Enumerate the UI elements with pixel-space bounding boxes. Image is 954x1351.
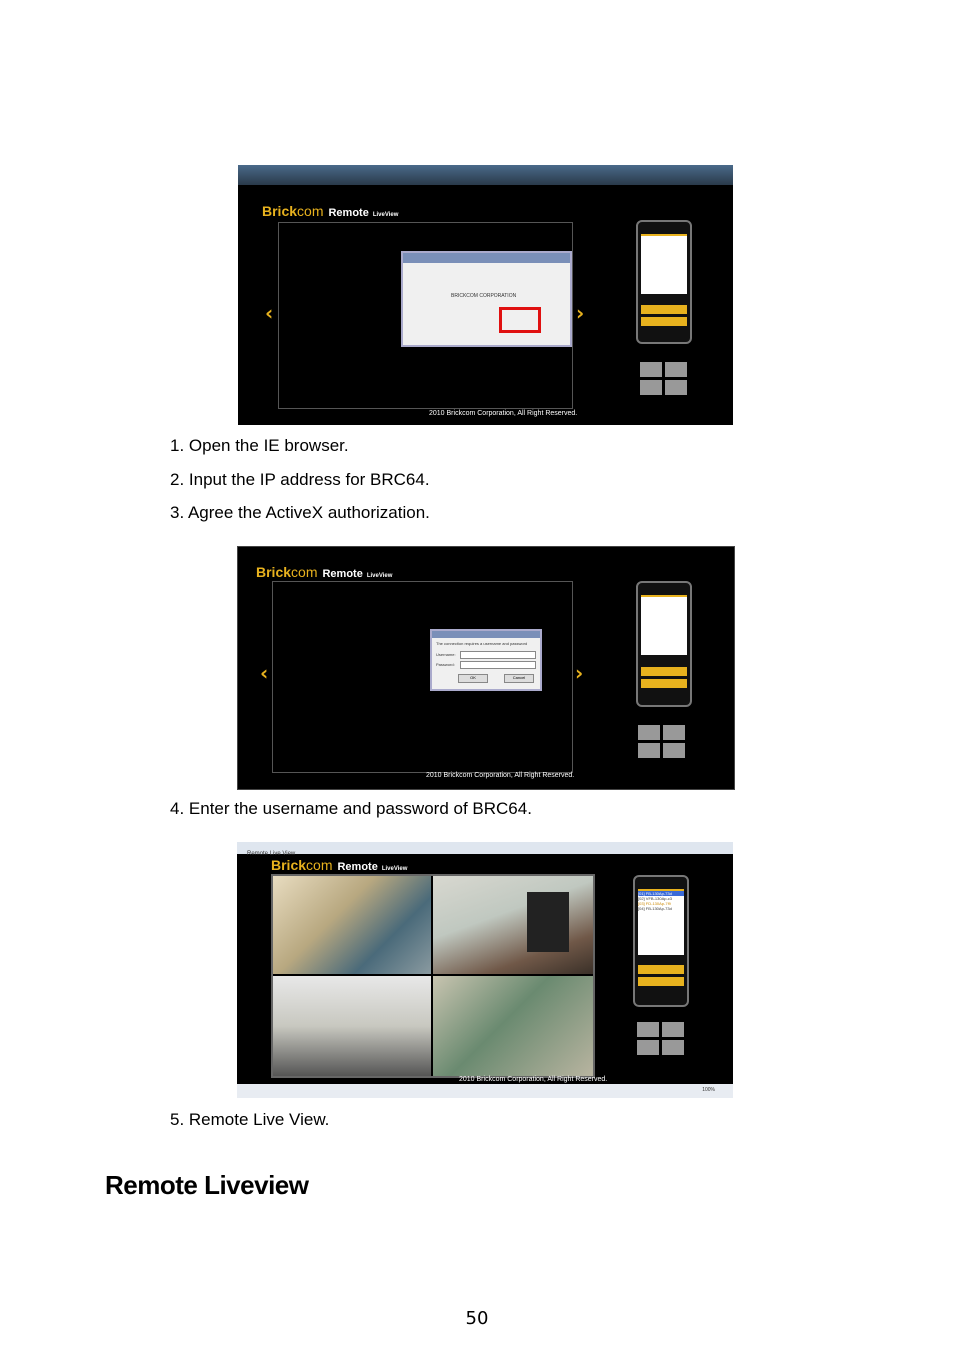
phone-panel	[633, 875, 689, 1007]
step-3: 3. Agree the ActiveX authorization.	[170, 503, 430, 522]
login-message: The connection requires a username and password	[436, 641, 528, 646]
device-list: [01] FB-130Ap-73d [02] VFB-130Ap-c3 [03] FD-130Ap-7f9 [04] FB-130Ap-73d	[638, 889, 684, 955]
phone-panel	[636, 581, 692, 707]
password-label: Password:	[436, 662, 455, 667]
step-5: 5. Remote Live View.	[170, 1110, 330, 1129]
camera-view-3[interactable]	[273, 976, 431, 1076]
section-heading: Remote Liveview	[105, 1170, 309, 1200]
screenshot-liveview	[237, 842, 733, 1098]
right-arrow-icon[interactable]: ›	[575, 661, 584, 685]
username-input[interactable]	[460, 651, 536, 659]
screenshot-activex	[238, 165, 733, 425]
brickcom-logo: Brickcom Remote LiveView	[262, 203, 399, 219]
camera-grid	[271, 874, 595, 1078]
left-arrow-icon[interactable]: ‹	[265, 301, 274, 325]
right-arrow-icon[interactable]: ›	[576, 301, 585, 325]
copyright: 2010 Brickcom Corporation, All Right Reserved.	[429, 410, 578, 417]
copyright: 2010 Brickcom Corporation, All Right Reserved.	[459, 1076, 608, 1083]
brickcom-logo: Brickcom Remote LiveView	[256, 564, 393, 580]
page-number: 50	[465, 1308, 489, 1329]
brickcom-logo: Brickcom Remote LiveView	[271, 857, 408, 873]
copyright: 2010 Brickcom Corporation, All Right Reserved.	[426, 772, 575, 779]
zoom-level[interactable]: 100%	[702, 1087, 715, 1093]
layout-buttons[interactable]	[638, 725, 686, 759]
activex-company: BRICKCOM CORPORATION	[451, 293, 517, 299]
cancel-button[interactable]: Cancel	[504, 674, 534, 683]
phone-panel	[636, 220, 692, 344]
ie-status-bar	[237, 1084, 733, 1098]
screenshot-login	[237, 546, 735, 790]
layout-buttons[interactable]	[640, 362, 688, 396]
login-dialog	[430, 629, 542, 691]
camera-view-1[interactable]	[273, 876, 431, 974]
ie-toolbar	[238, 165, 733, 185]
camera-view-2[interactable]	[433, 876, 593, 974]
ie-toolbar	[237, 842, 733, 857]
install-button-highlight[interactable]	[499, 307, 541, 333]
step-1: 1. Open the IE browser.	[170, 436, 349, 455]
ie-tab[interactable]: Remote Live View	[247, 851, 296, 857]
camera-view-4[interactable]	[433, 976, 593, 1076]
password-input[interactable]	[460, 661, 536, 669]
left-arrow-icon[interactable]: ‹	[260, 661, 269, 685]
layout-buttons[interactable]	[637, 1022, 685, 1056]
ok-button[interactable]: OK	[458, 674, 488, 683]
username-label: Username:	[436, 652, 456, 657]
step-4: 4. Enter the username and password of BRC64.	[170, 799, 532, 818]
step-2: 2. Input the IP address for BRC64.	[170, 470, 430, 489]
activex-dialog	[401, 251, 572, 347]
